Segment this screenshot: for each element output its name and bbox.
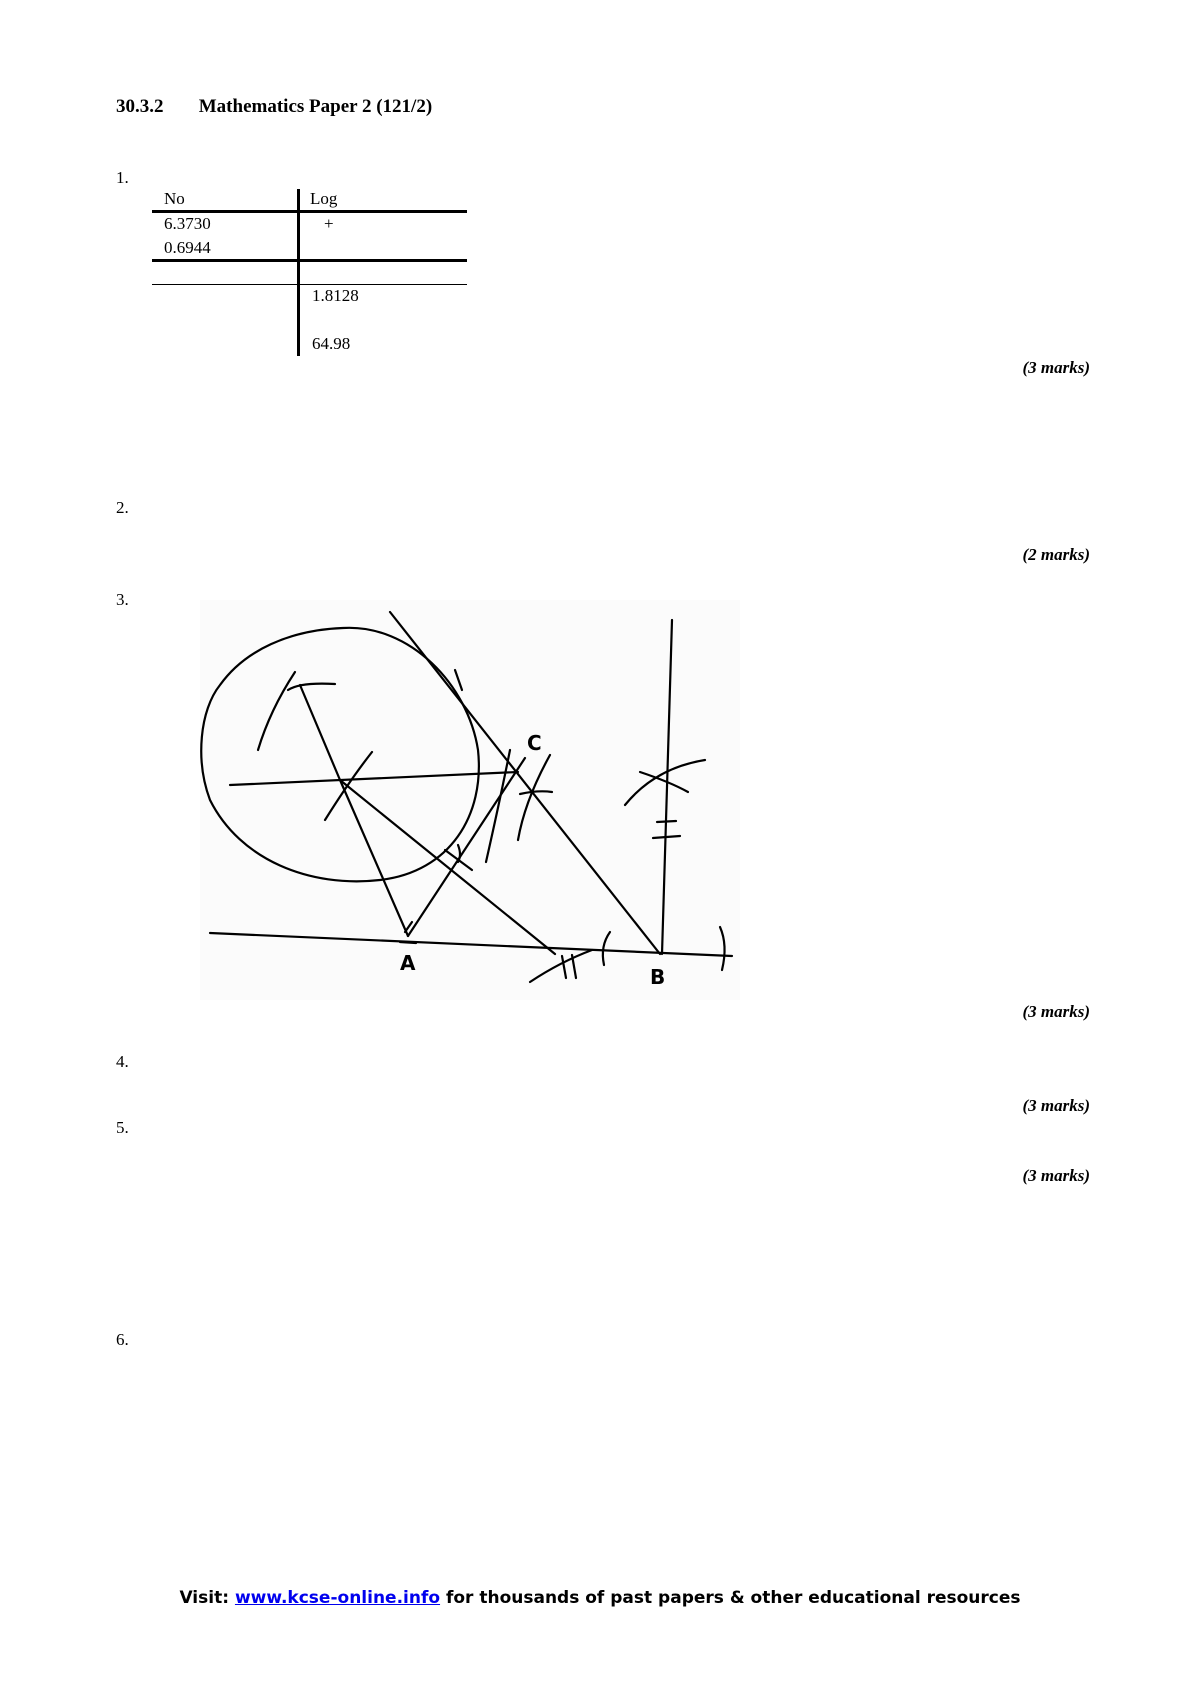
question-4-number: 4. xyxy=(116,1052,129,1071)
label-point-b: B xyxy=(650,965,666,989)
label-point-c: C xyxy=(527,731,542,755)
question-2-marks: (2 marks) xyxy=(1022,545,1090,564)
log-table-row2-no: 0.6944 xyxy=(164,238,211,257)
log-table-row1-no: 6.3730 xyxy=(164,214,211,233)
question-1-marks: (3 marks) xyxy=(1022,358,1090,377)
log-table xyxy=(152,186,467,356)
log-table-header-no: No xyxy=(164,189,185,208)
log-table-result-log: 1.8128 xyxy=(312,286,359,305)
log-table-rule xyxy=(152,259,467,262)
question-5-number: 5. xyxy=(116,1118,129,1137)
diagram-background xyxy=(200,600,740,1000)
paper-title: Mathematics Paper 2 (121/2) xyxy=(198,96,433,117)
footer-link[interactable]: www.kcse-online.info xyxy=(234,1588,441,1608)
page-footer xyxy=(0,1588,1200,1608)
footer-prefix: Visit: xyxy=(179,1588,230,1608)
footer-suffix: for thousands of past papers & other educational resources xyxy=(445,1588,1021,1608)
page-heading xyxy=(116,96,432,118)
geometric-construction-diagram xyxy=(200,600,740,1000)
question-4-marks: (3 marks) xyxy=(1022,1096,1090,1115)
section-number: 30.3.2 xyxy=(116,96,164,117)
question-5-marks: (3 marks) xyxy=(1022,1166,1090,1185)
question-1-number: 1. xyxy=(116,168,129,187)
log-table-row1-log: + xyxy=(324,214,334,233)
question-3-number: 3. xyxy=(116,590,129,609)
construction-arc xyxy=(400,942,416,943)
question-3-marks: (3 marks) xyxy=(1022,1002,1090,1021)
log-table-answer: 64.98 xyxy=(312,334,351,353)
log-table-rule xyxy=(152,210,467,213)
label-point-a: A xyxy=(400,951,416,975)
question-6-number: 6. xyxy=(116,1330,129,1349)
question-2-number: 2. xyxy=(116,498,129,517)
log-table-header-log: Log xyxy=(310,189,338,208)
log-table-rule xyxy=(152,284,467,285)
log-table-divider xyxy=(297,189,300,356)
construction-arc xyxy=(657,821,676,822)
